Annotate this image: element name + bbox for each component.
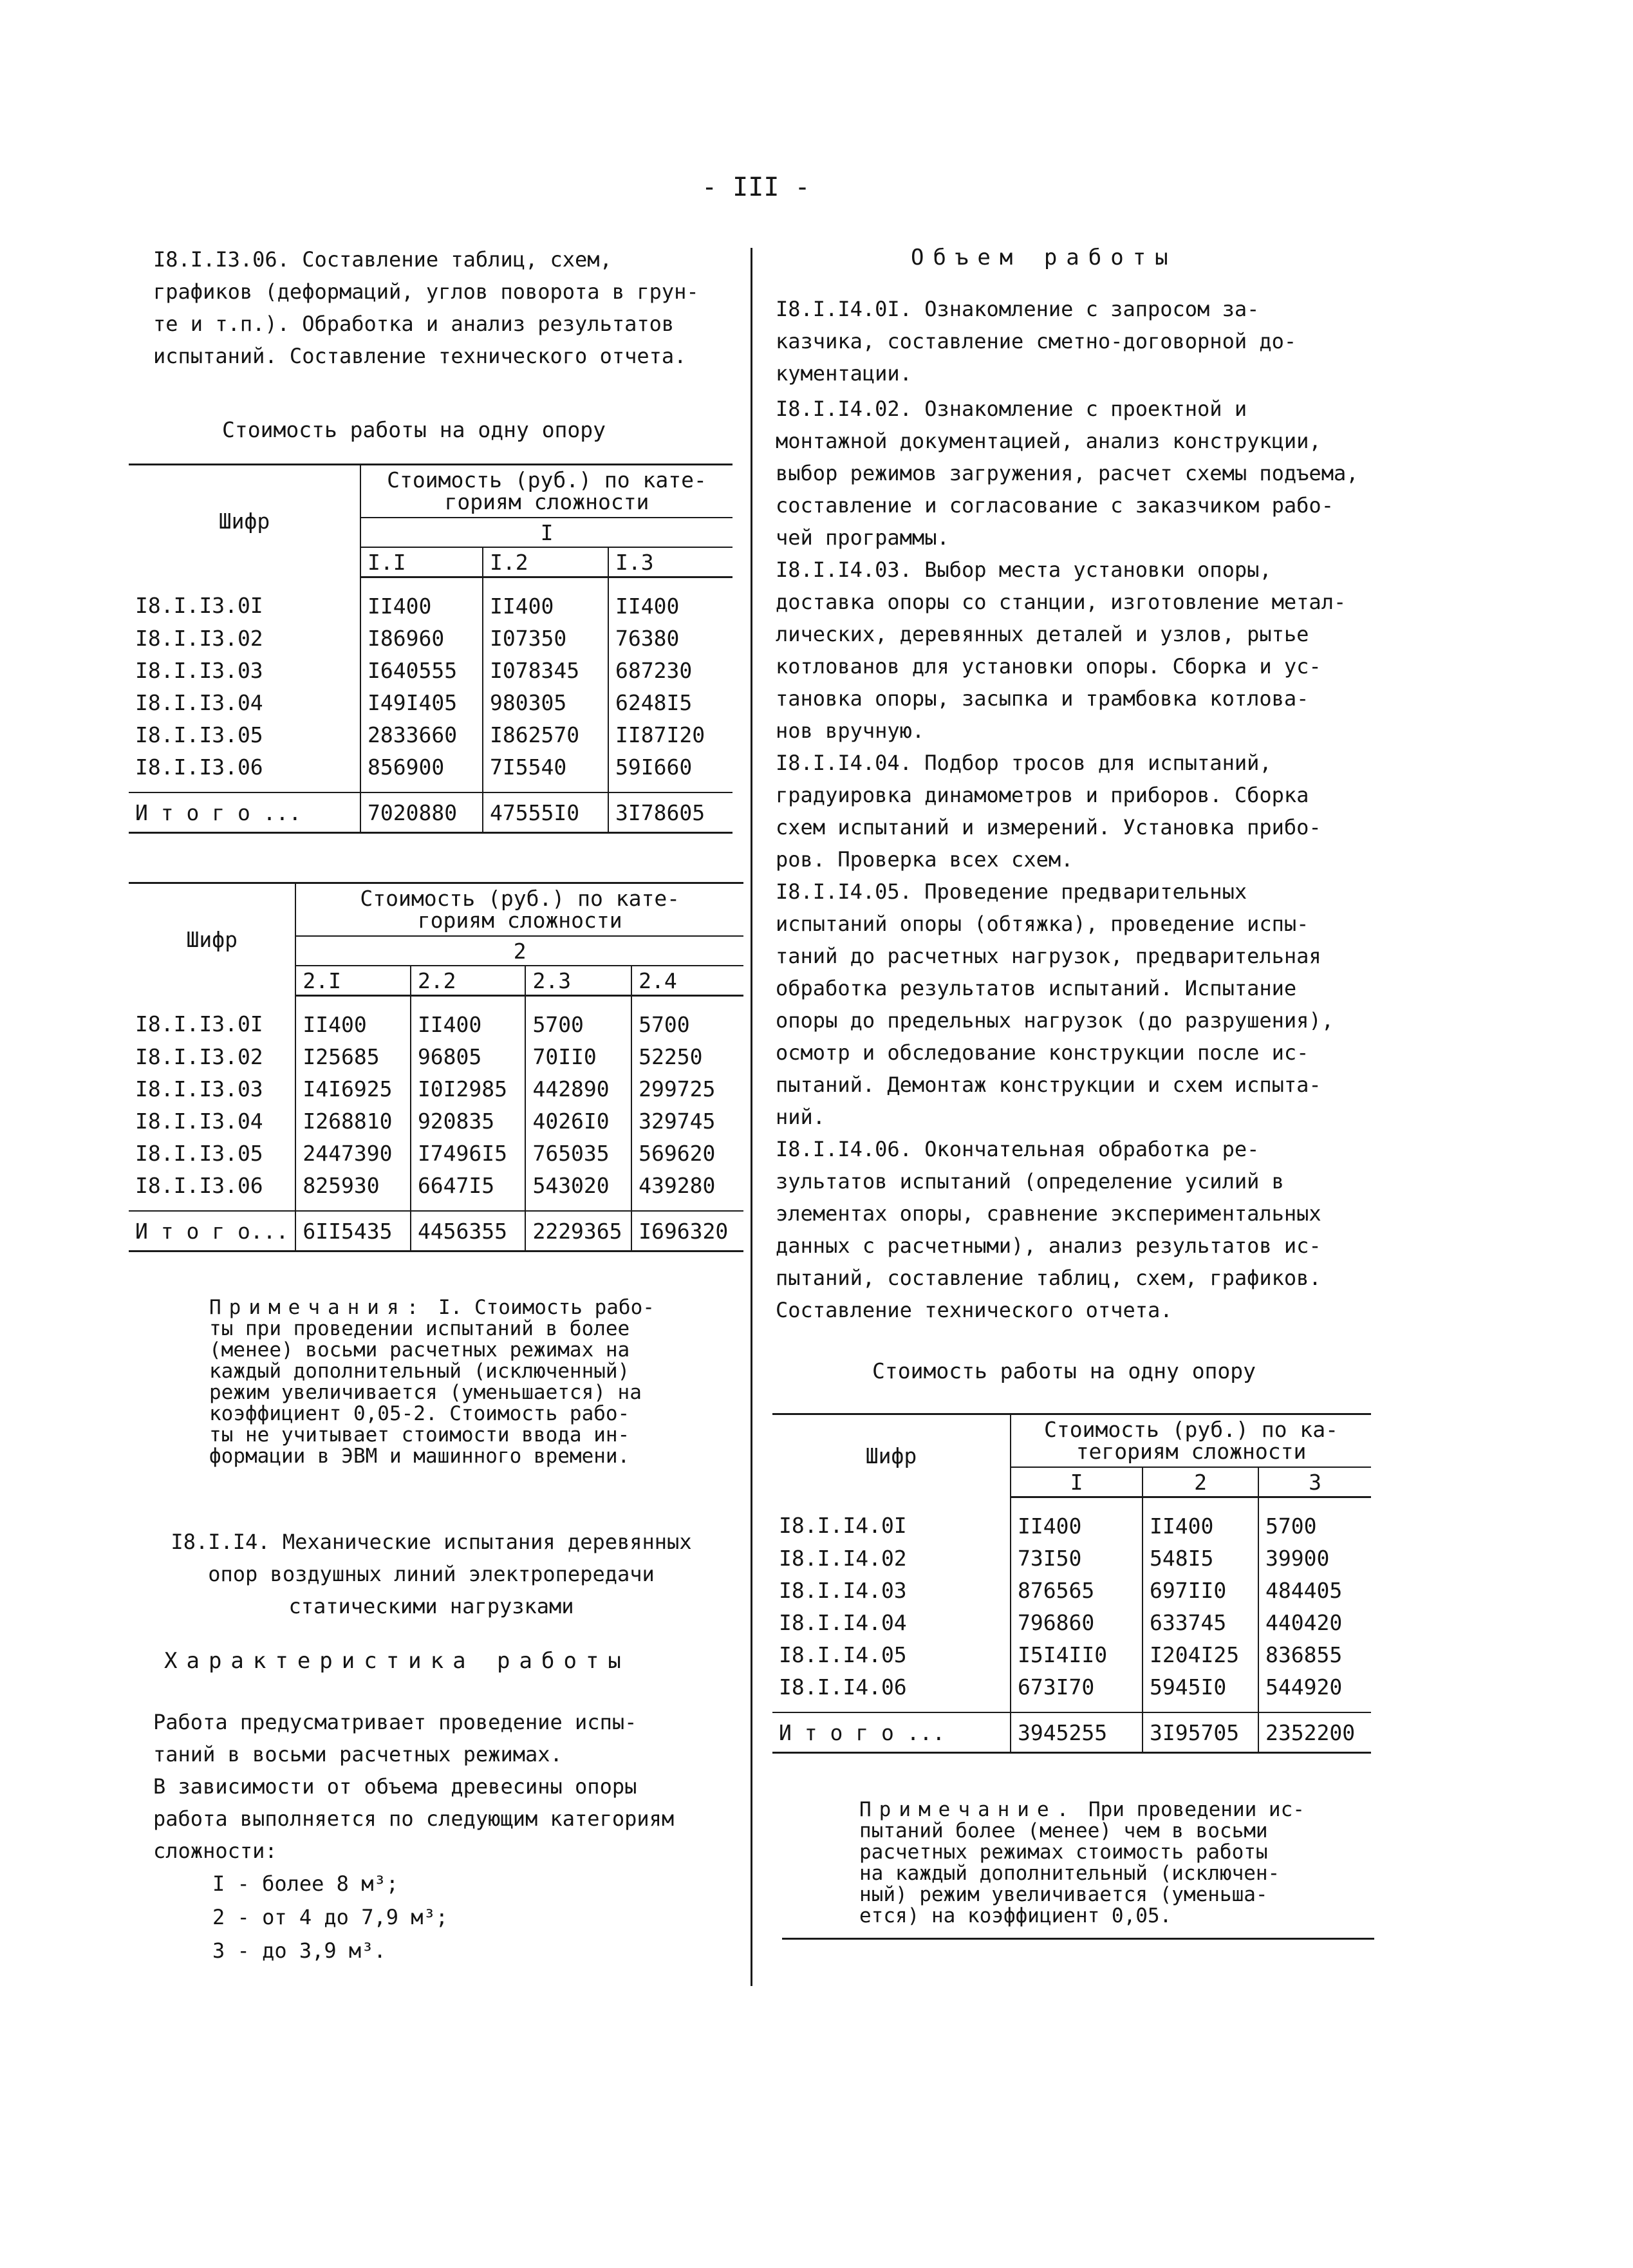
cost-value: 439280 (631, 1169, 743, 1211)
cost-value: 59I660 (608, 751, 733, 792)
right-paragraph-1: I8.I.I4.0I. Ознакомление с запросом за- казчика, составление сметно-договорной до- кументации. (776, 297, 1297, 386)
note-text: При проведении ис- пытаний более (менее) чем в восьми расчетных режимах стоимость работы на каждый дополнительный (исключен- ный) режим увеличивается (уменьша- ется) на коэффициент 0,05. (859, 1798, 1305, 1927)
cost-value: II400 (295, 996, 411, 1041)
cost-value: I640555 (360, 654, 483, 686)
subcategory-header: I.I (360, 547, 483, 577)
cost-value: 4026I0 (525, 1105, 631, 1137)
table-row (772, 1497, 1371, 1542)
cost-value: 6248I5 (608, 686, 733, 718)
row-code: I8.I.I3.02 (135, 625, 263, 651)
intro-paragraph: I8.I.I3.06. Составление таблиц, схем, графиков (деформаций, углов поворота в грун- те и т.п.). Обработка и анализ результатов испытаний. Составление технического отчета. (153, 247, 699, 368)
complexity-item: I - более 8 м³; (212, 1871, 398, 1896)
cost-value: I49I405 (360, 686, 483, 718)
cost-value: 697II0 (1143, 1574, 1258, 1606)
cost-value: 299725 (631, 1073, 743, 1105)
cost-value: II400 (1011, 1497, 1143, 1542)
table-row (129, 1137, 743, 1169)
subcategory-header: 3 (1258, 1467, 1371, 1497)
cost-value: I862570 (483, 718, 608, 751)
volume-heading: Объем работы (911, 245, 1177, 270)
right-paragraph-3: I8.I.I4.03. Выбор места установки опоры, доставка опоры со станции, изготовление метал- лических, деревянных деталей и узлов, рытье котлованов для установки опоры. Сборка и ус- тановка опоры, засыпка и трамбовка котлова- нов вручную. (776, 558, 1347, 743)
cost-value: 70II0 (525, 1040, 631, 1073)
cost-table-section-14 (772, 1413, 1371, 1754)
total-value: 2352200 (1258, 1712, 1371, 1753)
cost-value: I078345 (483, 654, 608, 686)
cipher-header: Шифр (772, 1414, 1011, 1497)
row-code: I8.I.I3.05 (135, 722, 263, 747)
table1-caption: Стоимость работы на одну опору (222, 417, 606, 442)
subcategory-header: 2.I (295, 966, 411, 996)
cost-value: 5700 (525, 996, 631, 1041)
total-value: 3I78605 (608, 792, 733, 833)
cost-value: II400 (608, 577, 733, 623)
row-code: I8.I.I3.05 (135, 1140, 263, 1166)
right-paragraph-4: I8.I.I4.04. Подбор тросов для испытаний, градуировка динамометров и приборов. Сборка схем испытаний и измерений. Установка прибо- ров. Проверка всех схем. (776, 751, 1321, 872)
table-row (129, 577, 733, 623)
row-code: I8.I.I3.04 (135, 1108, 263, 1134)
cost-value: 6647I5 (411, 1169, 526, 1211)
complexity-item: 2 - от 4 до 7,9 м³; (212, 1905, 449, 1929)
section-title: I8.I.I4. Механические испытания деревянных опор воздушных линий электропередачи статическими нагрузками (171, 1530, 692, 1618)
cost-value: 73I50 (1011, 1542, 1143, 1574)
total-label: И т о г о ... (772, 1712, 1011, 1753)
category-header: I (360, 518, 733, 547)
right-paragraph-2: I8.I.I4.02. Ознакомление с проектной и монтажной документацией, анализ конструкции, выбор режимов загружения, расчет схемы подъема, составление и согласование с заказчиком рабо- чей программы. (776, 397, 1359, 550)
cost-value: 544920 (1258, 1671, 1371, 1712)
cost-value: I7496I5 (411, 1137, 526, 1169)
table-row (129, 622, 733, 654)
row-code: I8.I.I3.03 (135, 657, 263, 683)
cost-value: II400 (1143, 1497, 1258, 1542)
row-code: I8.I.I3.03 (135, 1076, 263, 1101)
total-value: 3945255 (1011, 1712, 1143, 1753)
cost-table-category-2 (129, 882, 743, 1252)
note-block (859, 1799, 1374, 1927)
cost-value: 836855 (1258, 1638, 1371, 1671)
row-code: I8.I.I4.03 (779, 1577, 907, 1603)
category-header: 2 (295, 936, 743, 966)
cost-value: I07350 (483, 622, 608, 654)
cost-value: II400 (483, 577, 608, 623)
total-label: И т о г о... (129, 1211, 295, 1251)
row-code: I8.I.I3.02 (135, 1044, 263, 1069)
row-code: I8.I.I3.0I (135, 592, 263, 618)
table-row (772, 1671, 1371, 1712)
cost-value: 980305 (483, 686, 608, 718)
total-value: I696320 (631, 1211, 743, 1251)
row-code: I8.I.I3.04 (135, 689, 263, 715)
cost-value: 440420 (1258, 1606, 1371, 1638)
cost-value: 2447390 (295, 1137, 411, 1169)
column-divider (751, 248, 752, 1986)
subcategory-header: I.3 (608, 547, 733, 577)
cost-value: II87I20 (608, 718, 733, 751)
right-paragraph-5: I8.I.I4.05. Проведение предварительных испытаний опоры (обтяжка), проведение испы- таний до расчетных нагрузок, предварительная обработка результатов испытаний. Испытание опоры до предельных нагрузок (до разрушения), осмотр и обследование конструкции после ис- пытаний. Демонтаж конструкции и схем испыта- ний. (776, 879, 1334, 1129)
note-bottom-rule (782, 1938, 1374, 1940)
cost-value: 52250 (631, 1040, 743, 1073)
total-value: 6II5435 (295, 1211, 411, 1251)
row-code: I8.I.I4.04 (779, 1609, 907, 1635)
cost-value: I268810 (295, 1105, 411, 1137)
complexity-list (212, 1867, 448, 1967)
table-row (129, 996, 743, 1041)
cipher-header: Шифр (129, 465, 360, 577)
table-row (129, 718, 733, 751)
complexity-item: 3 - до 3,9 м³. (212, 1938, 386, 1963)
row-code: I8.I.I4.05 (779, 1642, 907, 1667)
total-value: 47555I0 (483, 792, 608, 833)
subcategory-header: 2.2 (411, 966, 526, 996)
cost-value: 796860 (1011, 1606, 1143, 1638)
cipher-header: Шифр (129, 883, 295, 996)
cost-value: I86960 (360, 622, 483, 654)
cost-value: I5I4II0 (1011, 1638, 1143, 1671)
total-value: 2229365 (525, 1211, 631, 1251)
row-code: I8.I.I3.06 (135, 1172, 263, 1198)
notes-block (209, 1297, 743, 1467)
cost-group-header: Стоимость (руб.) по кате- гориям сложности (295, 883, 743, 937)
notes-text: I. Стоимость рабо- ты при проведении испытаний в более (менее) восьми расчетных режимах на каждый дополнительный (исключенный) режим увеличивается (уменьшается) на коэффициент 0,05-2. Стоимость рабо- ты не учитывает стоимости ввода ин- формации в ЭВМ и машинного времени. (209, 1296, 655, 1468)
table-row (772, 1574, 1371, 1606)
table-row (772, 1542, 1371, 1574)
cost-value: 569620 (631, 1137, 743, 1169)
cost-value: 856900 (360, 751, 483, 792)
table-row (129, 1105, 743, 1137)
table-row (129, 686, 733, 718)
row-code: I8.I.I3.06 (135, 754, 263, 780)
cost-value: II400 (360, 577, 483, 623)
cost-value: 543020 (525, 1169, 631, 1211)
cost-value: 876565 (1011, 1574, 1143, 1606)
cost-value: I204I25 (1143, 1638, 1258, 1671)
table3-caption: Стоимость работы на одну опору (872, 1358, 1256, 1383)
cost-group-header: Стоимость (руб.) по ка- тегориям сложности (1011, 1414, 1371, 1468)
cost-value: 687230 (608, 654, 733, 686)
cost-value: 329745 (631, 1105, 743, 1137)
cost-value: 2833660 (360, 718, 483, 751)
table-row (129, 1073, 743, 1105)
subcategory-header: I.2 (483, 547, 608, 577)
page-number: - III - (702, 173, 810, 202)
cost-value: 484405 (1258, 1574, 1371, 1606)
subcategory-header: 2.3 (525, 966, 631, 996)
row-code: I8.I.I3.0I (135, 1011, 263, 1036)
cost-value: 96805 (411, 1040, 526, 1073)
table-row (772, 1606, 1371, 1638)
total-value: 7020880 (360, 792, 483, 833)
cost-value: 5945I0 (1143, 1671, 1258, 1712)
table-row (129, 751, 733, 792)
table-row (129, 654, 733, 686)
right-paragraph-6: I8.I.I4.06. Окончательная обработка ре- зультатов испытаний (определение усилий в элементах опоры, сравнение экспериментальных данных с расчетными), анализ результатов ис- пытаний, составление таблиц, схем, графиков. Составление технического отчета. (776, 1137, 1321, 1322)
characteristic-text: Работа предусматривает проведение испы- таний в восьми расчетных режимах. В зависимости от объема древесины опоры работа выполняется по следующим категориям сложности: (153, 1710, 675, 1863)
table-row (772, 1638, 1371, 1671)
cost-value: 920835 (411, 1105, 526, 1137)
cost-value: 765035 (525, 1137, 631, 1169)
cost-value: 548I5 (1143, 1542, 1258, 1574)
total-label: И т о г о ... (129, 792, 360, 833)
cost-value: 39900 (1258, 1542, 1371, 1574)
subcategory-header: I (1011, 1467, 1143, 1497)
cost-value: 825930 (295, 1169, 411, 1211)
cost-value: 633745 (1143, 1606, 1258, 1638)
total-value: 4456355 (411, 1211, 526, 1251)
subcategory-header: 2.4 (631, 966, 743, 996)
cost-group-header: Стоимость (руб.) по кате- гориям сложности (360, 465, 733, 518)
cost-value: 442890 (525, 1073, 631, 1105)
table-row (129, 1169, 743, 1211)
row-code: I8.I.I4.0I (779, 1512, 907, 1538)
table-row (129, 1040, 743, 1073)
cost-table-category-1 (129, 464, 733, 834)
cost-value: I0I2985 (411, 1073, 526, 1105)
notes-lead: Примечания: (209, 1296, 427, 1319)
cost-value: II400 (411, 996, 526, 1041)
characteristic-heading: Характеристика работы (164, 1648, 630, 1674)
cost-value: 673I70 (1011, 1671, 1143, 1712)
row-code: I8.I.I4.06 (779, 1674, 907, 1700)
cost-value: 7I5540 (483, 751, 608, 792)
cost-value: I25685 (295, 1040, 411, 1073)
cost-value: 5700 (631, 996, 743, 1041)
note-lead: Примечание. (859, 1798, 1077, 1821)
cost-value: I4I6925 (295, 1073, 411, 1105)
row-code: I8.I.I4.02 (779, 1545, 907, 1571)
cost-value: 5700 (1258, 1497, 1371, 1542)
cost-value: 76380 (608, 622, 733, 654)
total-value: 3I95705 (1143, 1712, 1258, 1753)
subcategory-header: 2 (1143, 1467, 1258, 1497)
